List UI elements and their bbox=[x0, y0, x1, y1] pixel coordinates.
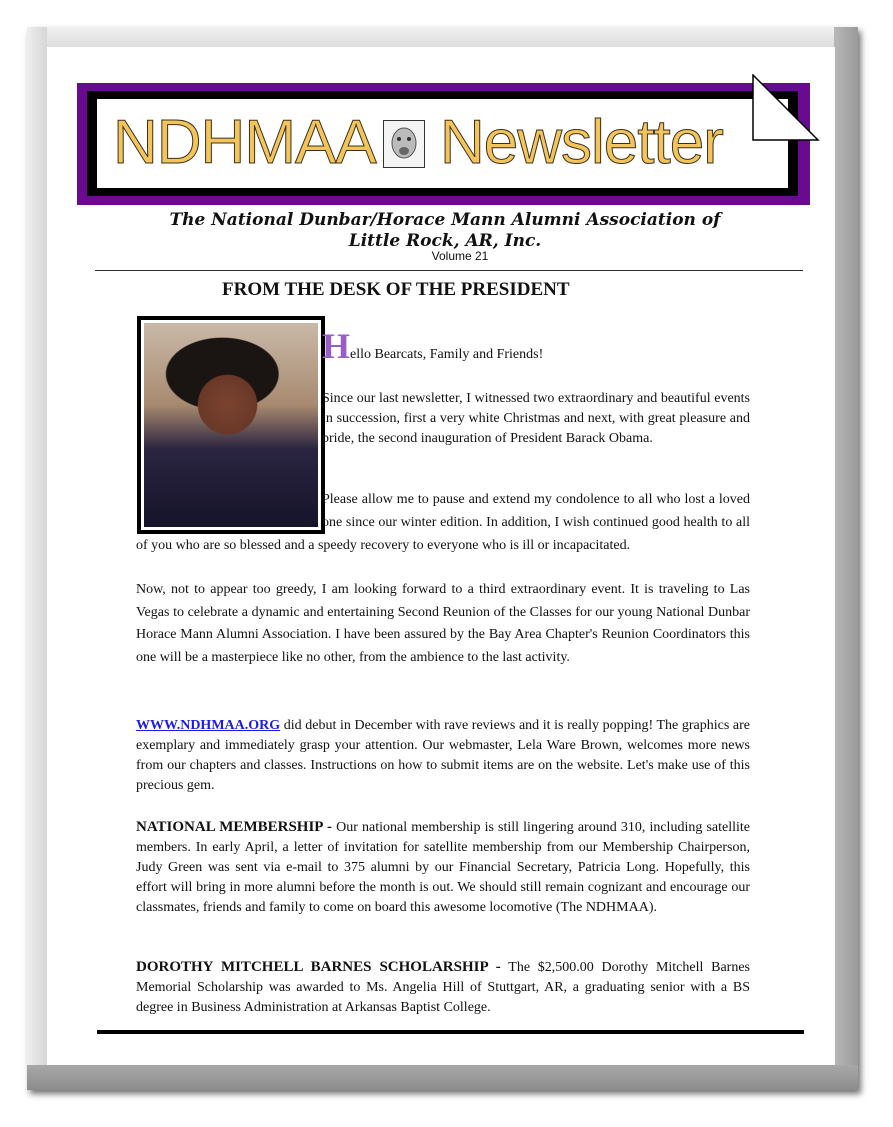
volume-label: Volume 21 bbox=[431, 249, 489, 263]
paragraph-website: WWW.NDHMAA.ORG did debut in December with rave reviews and it is really popping! The graphics are exemplary and immediately grasp your attention. Our webmaster, Lela Ware Brown, welcomes more news from our chapters and classes. Instructions on how to submit items are on the website. Let's make use of this precious gem. bbox=[136, 718, 750, 793]
paragraph-events: Since our last newsletter, I witnessed two extraordinary and beautiful events in succession, first a very white Christmas and next, with great pleasure and pride, the second inauguration of President Barack Obama. bbox=[322, 391, 750, 446]
bearcat-logo-icon bbox=[383, 120, 425, 168]
drop-cap: H bbox=[322, 326, 351, 366]
website-link[interactable]: WWW.NDHMAA.ORG bbox=[136, 718, 281, 733]
greeting bbox=[322, 325, 543, 367]
paragraph-scholarship: DOROTHY MITCHELL BARNES SCHOLARSHIP - The $2,500.00 Dorothy Mitchell Barnes Memorial Scholarship was awarded to Ms. Angelia Hill of Stuttgart, AR, a graduating senior with a BS degree in Business Administration at Arkansas Baptist College. bbox=[136, 959, 750, 1015]
greeting-text: ello Bearcats, Family and Friends! bbox=[350, 347, 544, 362]
paragraph-membership: NATIONAL MEMBERSHIP - Our national membership is still lingering around 310, including satellite members. In early April, a letter of invitation for satellite membership from our Membership Chairperson, Judy Green was sent via e-mail to 375 alumni by our Financial Secretary, Patricia Long. Hopefully, this effort will bring in more alumni before the month is out. We should still remain cognizant and encourage our classmates, friends and family to come on board this awesome locomotive (The NDHMAA). bbox=[136, 819, 750, 915]
bottom-divider bbox=[97, 1030, 804, 1034]
section-heading: FROM THE DESK OF THE PRESIDENT bbox=[222, 279, 570, 300]
org-name-line1: The National Dunbar/Horace Mann Alumni Association of bbox=[169, 210, 721, 230]
scholarship-title: DOROTHY MITCHELL BARNES SCHOLARSHIP - bbox=[136, 959, 501, 975]
page-fold-icon bbox=[752, 74, 820, 142]
paragraph-condolence: Please allow me to pause and extend my condolence to all who lost a loved one since our winter edition. In addition, I wish continued good health to all of you who are so blessed and a speedy recovery to everyone who is ill or incapacitated. bbox=[136, 492, 750, 553]
divider bbox=[95, 270, 803, 271]
paragraph-reunion: Now, not to appear too greedy, I am looking forward to a third extraordinary event. It is traveling to Las Vegas to celebrate a dynamic and entertaining Second Reunion of the Classes for our young National Dunbar Horace Mann Alumni Association. I have been assured by the Bay Area Chapter's Reunion Coordinators this one will be a masterpiece like no other, from the ambience to the last activity. bbox=[136, 582, 750, 665]
masthead-title-right: Newsletter bbox=[440, 108, 723, 177]
masthead-title-left: NDHMAA bbox=[113, 108, 376, 177]
org-name-line2: Little Rock, AR, Inc. bbox=[348, 231, 542, 251]
membership-title: NATIONAL MEMBERSHIP - bbox=[136, 819, 332, 835]
